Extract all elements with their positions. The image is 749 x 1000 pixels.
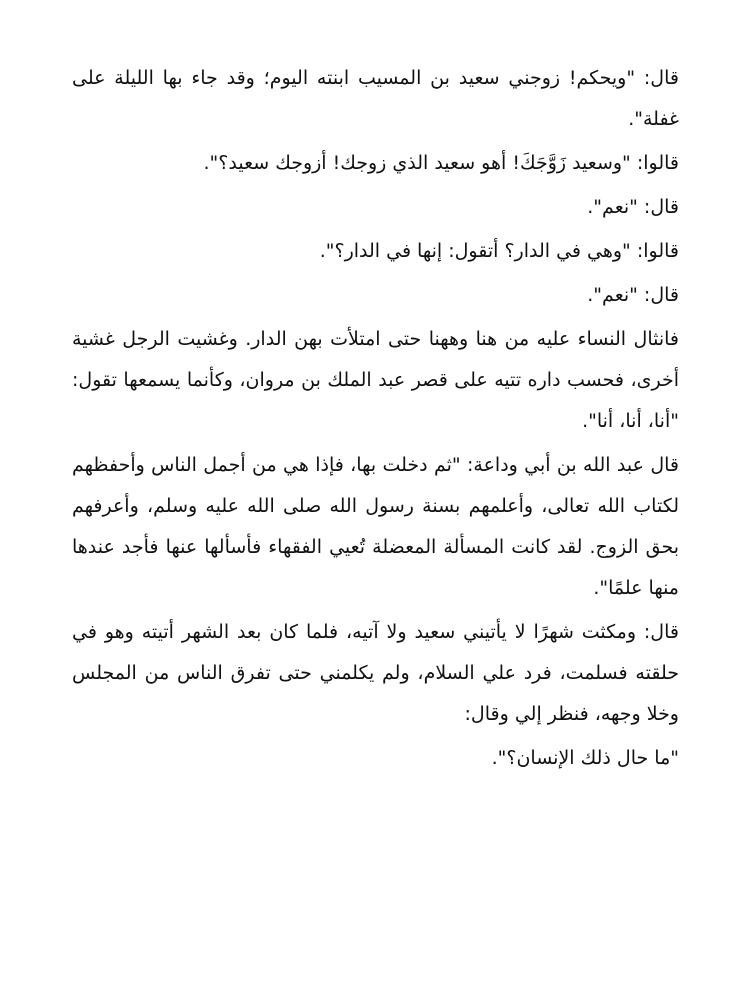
paragraph-1: قال: "ويحكم! زوجني سعيد بن المسيب ابنته اليوم؛ وقد جاء بها الليلة على غفلة".	[72, 67, 679, 130]
paragraph-3: قال: "نعم".	[587, 196, 679, 218]
paragraph-5: قال: "نعم".	[587, 284, 679, 306]
paragraph-9: "ما حال ذلك الإنسان؟".	[491, 747, 679, 769]
paragraph-2: قالوا: "وسعيد زَوَّجَكَ! أهو سعيد الذي زوجك! أزوجك سعيد؟".	[203, 152, 679, 174]
paragraph-7: قال عبد الله بن أبي وداعة: "ثم دخلت بها، فإذا هي من أجمل الناس وأحفظهم لكتاب الله تعالى، وأعلمهم بسنة رسول الله صلى الله عليه وسلم، وأعرفهم بحق الزوج. لقد كانت المسألة المعضلة تُعيي الفقهاء فأسألها عنها فأجد عندها منها علمًا".	[72, 454, 679, 599]
document-page	[72, 58, 679, 782]
paragraph-4: قالوا: "وهي في الدار؟ أتقول: إنها في الدار؟".	[319, 240, 679, 262]
paragraph-6: فانثال النساء عليه من هنا وههنا حتى امتلأت بهن الدار. وغشيت الرجل غشية أخرى، فحسب داره تتيه على قصر عبد الملك بن مروان، وكأنما يسمعها تقول: "أنا، أنا، أنا".	[72, 328, 679, 432]
paragraph-8: قال: ومكثت شهرًا لا يأتيني سعيد ولا آتيه، فلما كان بعد الشهر أتيته وهو في حلقته فسلمت، فرد علي السلام، ولم يكلمني حتى تفرق الناس من المجلس وخلا وجهه، فنظر إلي وقال:	[72, 621, 679, 725]
